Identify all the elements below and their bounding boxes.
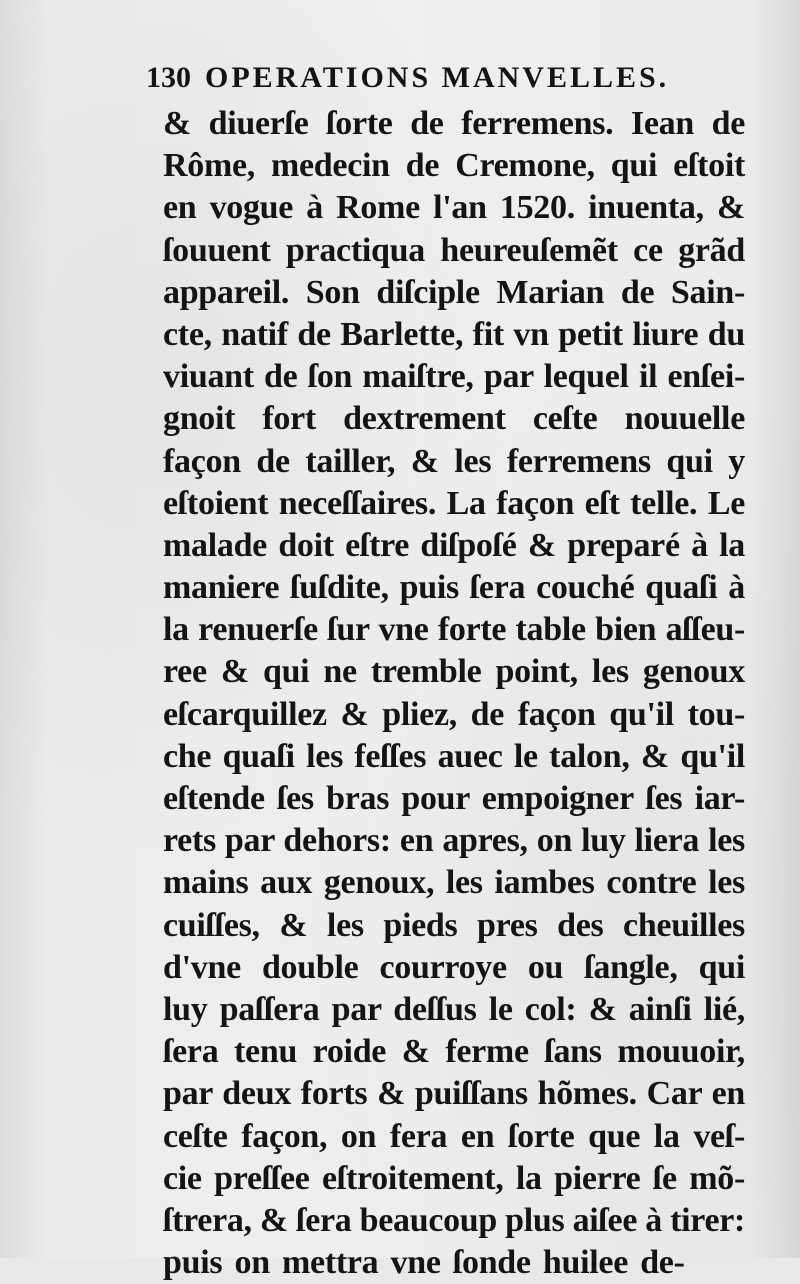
text-line: en vogue à Rome l'an 1520. inuenta, & bbox=[163, 189, 745, 227]
text-line: luy paſſera par deſſus le col: & ainſi lié, bbox=[163, 990, 745, 1028]
text-line: eſcarquillez & pliez, de façon qu'il tou- bbox=[163, 695, 745, 733]
text-line: façon de tailler, & les ferremens qui y bbox=[163, 442, 745, 480]
text-line: ſera tenu roide & ferme ſans mouuoir, bbox=[163, 1033, 745, 1071]
text-line: & diuerſe ſorte de ferremens. Iean de bbox=[163, 105, 745, 142]
text-line: appareil. Son diſciple Marian de Sain- bbox=[163, 273, 745, 311]
text-line: puis on mettra vne ſonde huilee de- bbox=[163, 1244, 685, 1282]
text-line: maniere ſuſdite, puis ſera couché quaſi à bbox=[163, 569, 745, 607]
text-line: par deux forts & puiſſans hõmes. Car en bbox=[163, 1075, 745, 1113]
text-line: ſtrera, & ſera beaucoup plus aiſee à tirer: bbox=[163, 1201, 746, 1239]
text-line: mains aux genoux, les iambes contre les bbox=[163, 864, 745, 902]
text-line: cte, natif de Barlette, fit vn petit liure du bbox=[163, 315, 745, 353]
running-title: OPERATIONS MANVELLES. bbox=[205, 61, 670, 94]
text-line: cie preſſee eſtroitement, la pierre ſe mõ- bbox=[163, 1159, 745, 1197]
text-line: ceſte façon, on fera en ſorte que la veſ- bbox=[163, 1117, 745, 1155]
page-number: 130 bbox=[146, 61, 191, 94]
running-head bbox=[146, 58, 746, 98]
text-line: Rôme, medecin de Cremone, qui eſtoit bbox=[163, 147, 745, 185]
text-line: ſouuent practiqua heureuſemẽt ce grãd bbox=[163, 231, 745, 269]
text-line: viuant de ſon maiſtre, par lequel il enſei- bbox=[163, 358, 745, 396]
text-line: eſtende ſes bras pour empoigner ſes iar- bbox=[163, 780, 745, 817]
text-line: la renuerſe ſur vne forte table bien aſſeu- bbox=[163, 611, 745, 649]
text-line: malade doit eſtre diſpoſé & preparé à la bbox=[163, 526, 745, 564]
text-line: ree & qui ne tremble point, les genoux bbox=[163, 653, 745, 691]
text-line: rets par dehors: en apres, on luy liera les bbox=[163, 822, 745, 860]
text-line: eſtoient neceſſaires. La façon eſt telle. Le bbox=[163, 484, 745, 522]
text-line: d'vne double courroye ou ſangle, qui bbox=[163, 948, 745, 986]
text-line: che quaſi les feſſes auec le talon, & qu'il bbox=[163, 737, 745, 775]
text-line: cuiſſes, & les pieds pres des cheuilles bbox=[163, 906, 745, 944]
text-line: gnoit fort dextrement ceſte nouuelle bbox=[163, 400, 745, 438]
body-text bbox=[163, 103, 745, 1284]
